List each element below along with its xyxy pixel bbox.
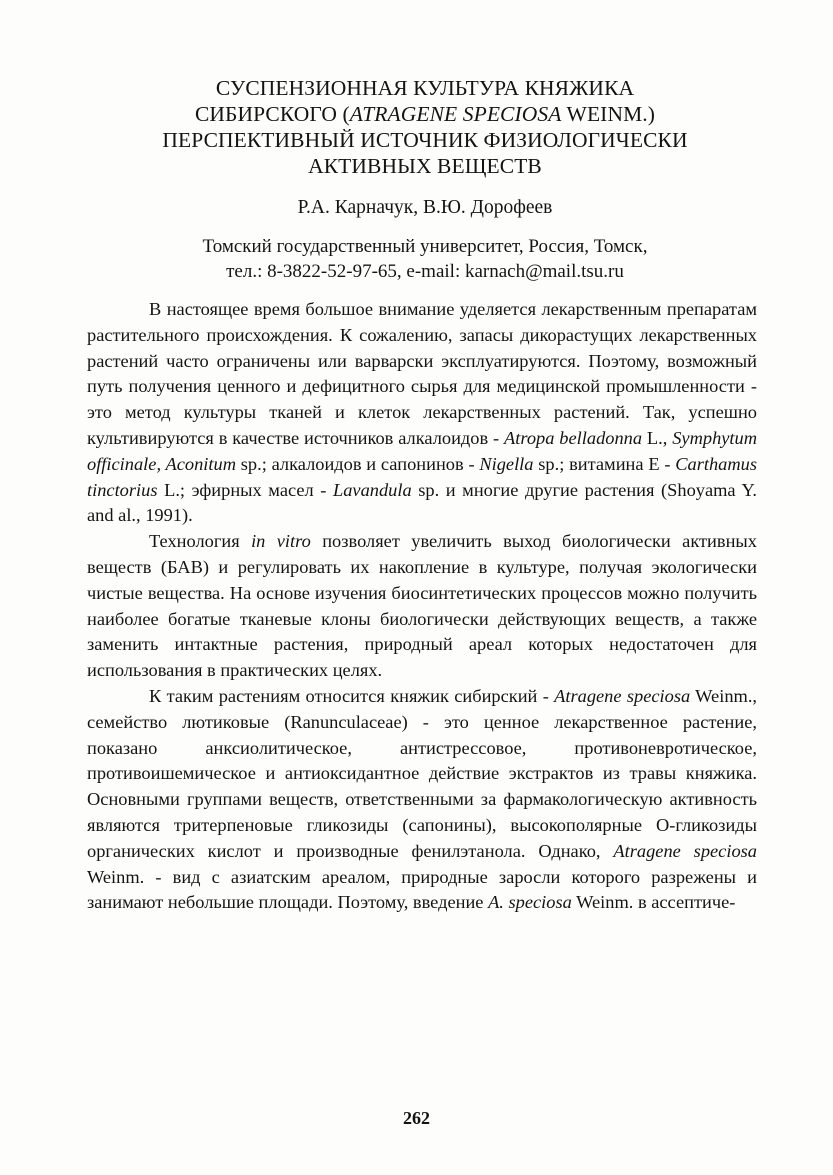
species-name: in vitro <box>251 531 311 552</box>
paragraph-text: позволяет увеличить выход биологически активных веществ (БАВ) и регулировать их накопление в культуре, получая экологически чистые вещества. На основе изучения биосинтетических процессов можно получить наиболее богатые тканевые клоны биологически действующих веществ, а также заменить интактные растения, природный ареал которых недостаточен для использования в практических целях. <box>87 531 757 681</box>
paragraph-text: sp.; алкалоидов и сапонинов - <box>235 453 480 474</box>
title-species-name: ATRAGENE SPECIOSA <box>349 102 562 126</box>
paragraph-text: sp.; витамина Е - <box>533 453 676 474</box>
species-name: Carthamus tinctorius <box>87 453 757 500</box>
affiliation-contact: тел.: 8-3822-52-97-65, e-mail: karnach@mail.tsu.ru <box>226 261 624 282</box>
title-line-2-prefix: СИБИРСКОГО ( <box>194 102 350 126</box>
species-name: Nigella <box>479 453 534 474</box>
paragraph-text: Weinm. в ассептиче- <box>571 892 736 913</box>
paragraph-text: L., <box>642 427 673 448</box>
paragraph-text: В настоящее время большое внимание уделяется лекарственным препаратам растительного происхождения. К сожалению, запасы дикорастущих лекарственных растений часто ограничены или варварски эксплуатируются. Поэтому, возможный путь получения ценного и дефицитного сырья для медицинской промышленности - это метод культуры тканей и клеток лекарственных растений. Так, успешно культивируются в качестве источников алкалоидов - <box>87 299 757 448</box>
species-name: Symphytum officinale, Aconitum <box>87 427 758 474</box>
title-line-3: ПЕРСПЕКТИВНЫЙ ИСТОЧНИК ФИЗИОЛОГИЧЕСКИ <box>162 128 688 152</box>
affiliation-line-1: Томский государственный университет, Россия, Томск, <box>202 236 648 257</box>
paragraph-text: sp. и многие другие растения (Shoyama Y. and al., 1991). <box>87 479 757 526</box>
species-name: Lavandula <box>332 479 412 500</box>
affiliation <box>80 234 770 284</box>
paragraph-1 <box>87 297 757 529</box>
title-line-2-suffix: WEINM.) <box>561 102 656 126</box>
page-number: 262 <box>403 1108 430 1128</box>
species-name: Atragene speciosa <box>613 840 757 861</box>
title-line-4: АКТИВНЫХ ВЕЩЕСТВ <box>308 154 542 178</box>
species-name: A. speciosa <box>488 892 572 913</box>
paragraph-text: Технология <box>149 531 252 552</box>
paragraph-text: L.; эфирных масел - <box>157 479 333 500</box>
authors: Р.А. Карначук, В.Ю. Дорофеев <box>297 197 553 218</box>
article-body <box>87 297 757 916</box>
title-line-2 <box>80 101 770 127</box>
paragraph-text: Weinm. - вид с азиатским ареалом, природные заросли которого разрежены и занимают небольшие площади. Поэтому, введение <box>87 866 757 913</box>
title-line-1: СУСПЕНЗИОННАЯ КУЛЬТУРА КНЯЖИКА <box>215 76 635 100</box>
paragraph-text: Weinm., семейство лютиковые (Ranunculaceae) - это ценное лекарственное растение, показано анксиолитическое, антистрессовое, противоневротическое, противоишемическое и антиоксидантное действие экстрактов из травы княжика. Основными группами веществ, ответственными за фармакологическую активность являются тритерпеновые гликозиды (сапонины), высокополярные О-гликозиды органических кислот и производные фенилэтанола. Однако, <box>87 685 758 861</box>
paragraph-2 <box>87 529 757 684</box>
article-title <box>80 75 770 179</box>
species-name: Atragene speciosa <box>554 685 691 706</box>
paragraph-text: К таким растениям относится княжик сибирский - <box>149 685 555 706</box>
species-name: Atropa belladonna <box>504 427 643 448</box>
paragraph-3 <box>87 684 757 916</box>
